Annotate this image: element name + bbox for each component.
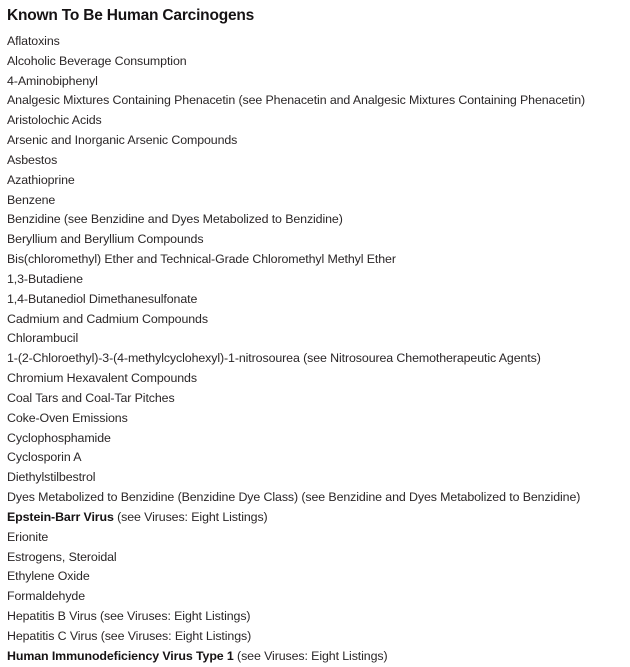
item-text: Bis(chloromethyl) Ether and Technical-Grade Chloromethyl Methyl Ether: [7, 252, 396, 267]
carcinogen-list: [7, 32, 624, 667]
item-text: Beryllium and Beryllium Compounds: [7, 232, 204, 247]
item-text: Alcoholic Beverage Consumption: [7, 53, 187, 68]
item-text: 1,4-Butanediol Dimethanesulfonate: [7, 291, 198, 306]
item-text: Estrogens, Steroidal: [7, 549, 117, 564]
item-text: (see Viruses: Eight Listings): [233, 648, 388, 663]
list-item: [7, 587, 624, 607]
list-item: [7, 429, 624, 449]
list-item: [7, 508, 624, 528]
list-item: [7, 111, 624, 131]
item-text: Cyclophosphamide: [7, 430, 111, 445]
list-item: [7, 250, 624, 270]
item-text: Arsenic and Inorganic Arsenic Compounds: [7, 133, 238, 148]
list-item: [7, 528, 624, 548]
list-item: [7, 607, 624, 627]
item-text: Formaldehyde: [7, 589, 86, 604]
list-item: [7, 191, 624, 211]
list-item: [7, 329, 624, 349]
item-text: Coal Tars and Coal-Tar Pitches: [7, 390, 175, 405]
item-text: Azathioprine: [7, 172, 75, 187]
list-item: [7, 369, 624, 389]
list-item: [7, 448, 624, 468]
item-text: Ethylene Oxide: [7, 569, 90, 584]
list-item: [7, 52, 624, 72]
item-text: 1-(2-Chloroethyl)-3-(4-methylcyclohexyl)-1-nitrosourea (see Nitrosourea Chemotherapeutic Agents): [7, 351, 541, 366]
list-item: [7, 548, 624, 568]
item-name-bold: Epstein-Barr Virus: [7, 509, 114, 524]
list-item: [7, 290, 624, 310]
list-item: [7, 627, 624, 647]
list-item: [7, 32, 624, 52]
item-text: Cadmium and Cadmium Compounds: [7, 311, 208, 326]
item-text: (see Viruses: Eight Listings): [113, 509, 268, 524]
item-text: Analgesic Mixtures Containing Phenacetin (see Phenacetin and Analgesic Mixtures Containing Phenacetin): [7, 93, 586, 108]
item-text: Dyes Metabolized to Benzidine (Benzidine Dye Class) (see Benzidine and Dyes Metabolized to Benzidine): [7, 490, 581, 505]
item-text: Hepatitis B Virus (see Viruses: Eight Listings): [7, 609, 251, 624]
item-text: Aflatoxins: [7, 34, 60, 48]
item-text: Chlorambucil: [7, 331, 79, 346]
list-item: [7, 409, 624, 429]
item-name-bold: Human Immunodeficiency Virus Type 1: [7, 648, 234, 663]
list-item: [7, 151, 624, 171]
list-item: [7, 72, 624, 92]
list-item: [7, 91, 624, 111]
list-item: [7, 171, 624, 191]
list-item: [7, 210, 624, 230]
item-text: Benzidine (see Benzidine and Dyes Metabolized to Benzidine): [7, 212, 343, 227]
list-item: [7, 647, 624, 667]
list-item: [7, 270, 624, 290]
item-text: Coke-Oven Emissions: [7, 410, 128, 425]
item-text: Asbestos: [7, 152, 58, 167]
item-text: Chromium Hexavalent Compounds: [7, 371, 197, 386]
item-text: 4-Aminobiphenyl: [7, 73, 98, 88]
list-item: [7, 389, 624, 409]
list-item: [7, 131, 624, 151]
item-text: Benzene: [7, 192, 56, 207]
page-title: Known To Be Human Carcinogens: [7, 7, 255, 24]
list-item: [7, 230, 624, 250]
item-text: 1,3-Butadiene: [7, 271, 83, 286]
item-text: Erionite: [7, 529, 49, 544]
list-item: [7, 310, 624, 330]
list-item: [7, 349, 624, 369]
item-text: Aristolochic Acids: [7, 113, 102, 128]
list-item: [7, 488, 624, 508]
item-text: Diethylstilbestrol: [7, 470, 96, 485]
item-text: Hepatitis C Virus (see Viruses: Eight Listings): [7, 628, 252, 643]
list-item: [7, 468, 624, 488]
list-item: [7, 567, 624, 587]
item-text: Cyclosporin A: [7, 450, 82, 465]
